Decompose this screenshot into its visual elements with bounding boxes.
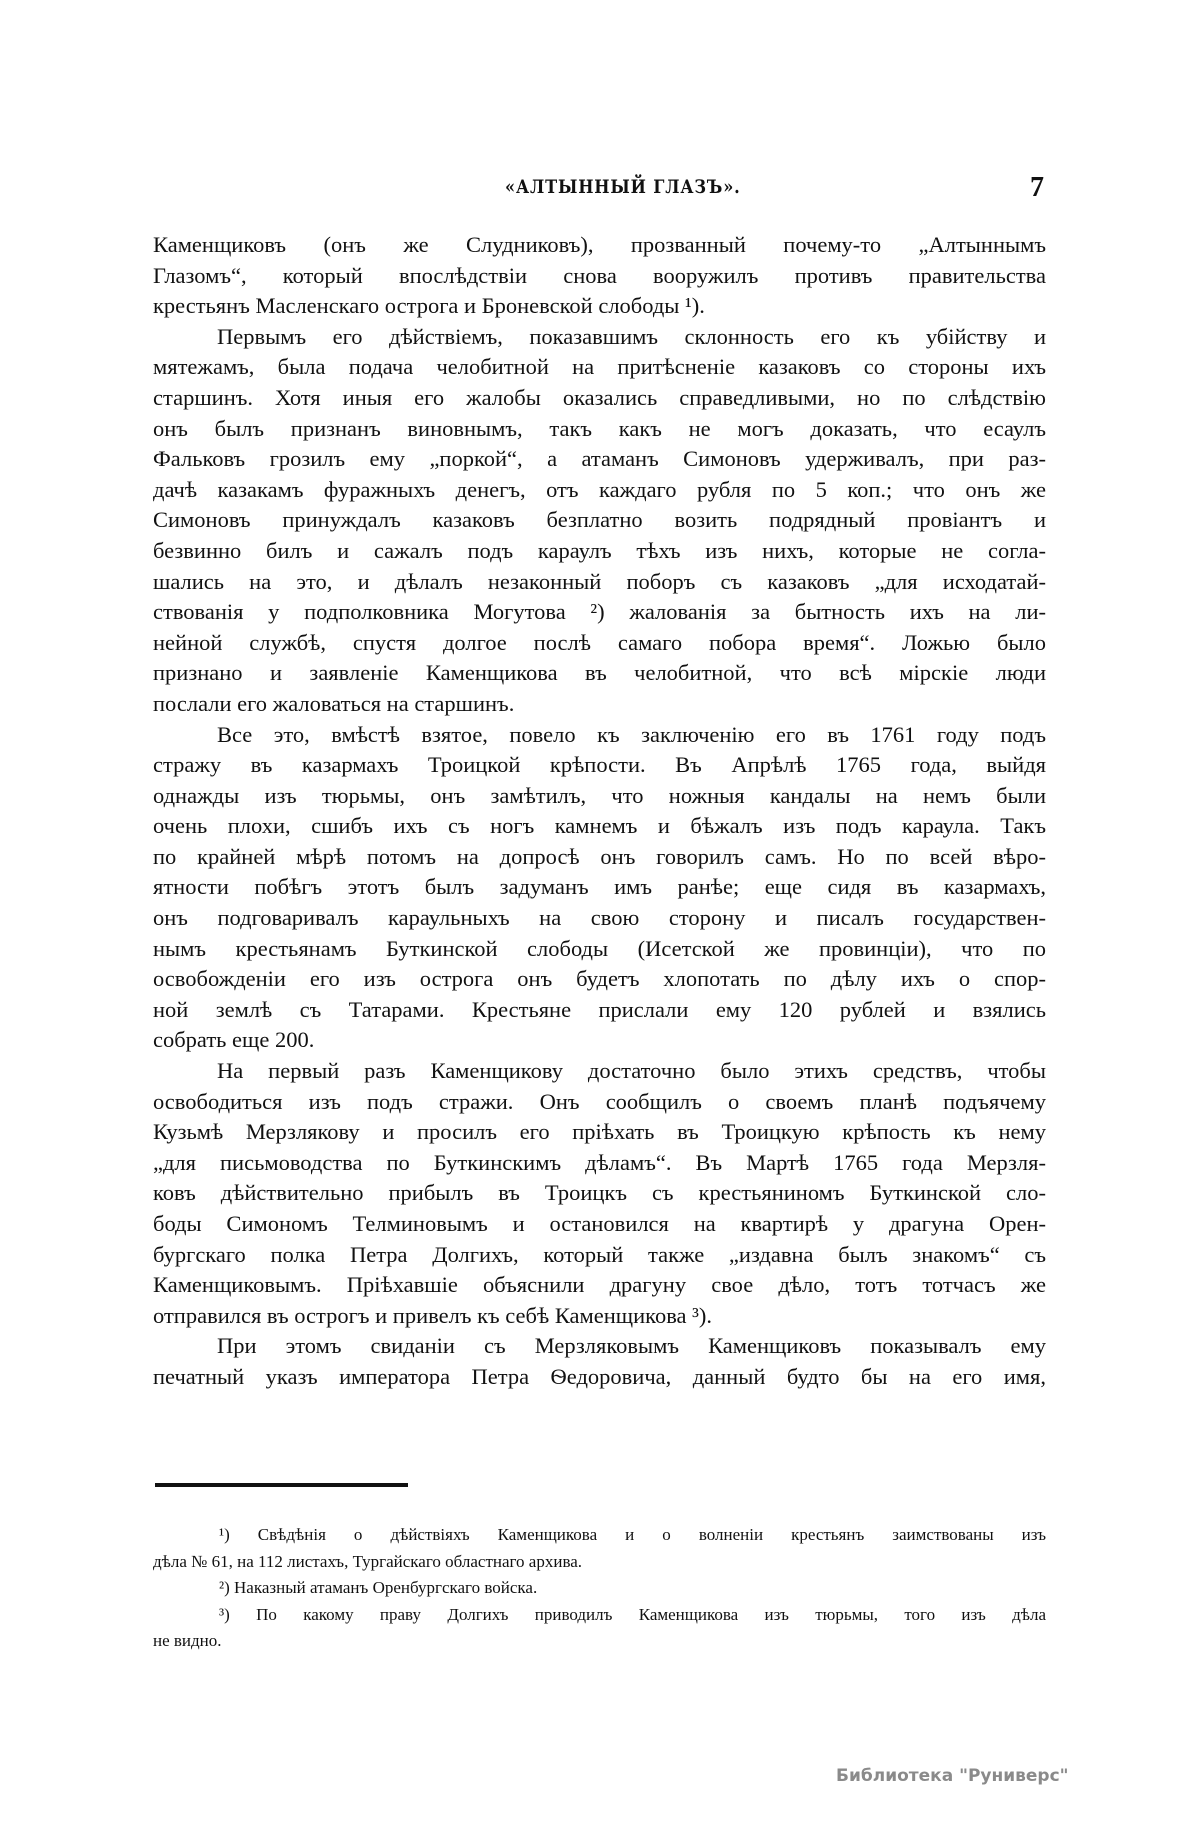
running-header <box>0 172 1200 203</box>
text-line: Каменщиковъ (онъ же Слудниковъ), прозванный почему-то „Алтыннымъ <box>153 232 1046 257</box>
footnote-line: ¹) Свѣдѣнія о дѣйствіяхъ Каменщикова и о волненіи крестьянъ заимствованы изъ <box>219 1525 1046 1544</box>
text-line: ной землѣ съ Татарами. Крестьяне прислали ему 120 рублей и взялись <box>153 996 1046 1022</box>
text-line: На первый разъ Каменщикову достаточно было этихъ средствъ, чтобы <box>217 1058 1046 1084</box>
running-title: «АЛТЫННЫЙ ГЛАЗЪ». <box>505 176 741 198</box>
text-line: онъ подговаривалъ караульныхъ на свою сторону и писалъ государствен- <box>153 905 1046 931</box>
text-line: шались на это, и дѣлалъ незаконный поборъ съ казаковъ „для исходатай- <box>153 568 1046 594</box>
text-line: старшинъ. Хотя иныя его жалобы оказались справедливыми, но по слѣдствію <box>153 384 1046 410</box>
text-line: Кузьмѣ Мерзлякову и просилъ его пріѣхать въ Троицкую крѣпость къ нему <box>153 1119 1046 1145</box>
text-line: боды Симономъ Телминовымъ и остановился на квартирѣ у драгуна Орен- <box>153 1211 1046 1236</box>
library-watermark: Библиотека "Руниверс" <box>836 1766 1069 1786</box>
text-line: дачѣ казакамъ фуражныхъ денегъ, отъ каждаго рубля по 5 коп.; что онъ же <box>153 476 1046 502</box>
footnote-line: ²) Наказный атаманъ Оренбургскаго войска. <box>219 1578 538 1597</box>
footnote-line: ³) По какому праву Долгихъ приводилъ Каменщикова изъ тюрьмы, того изъ дѣла <box>219 1604 1046 1624</box>
footnotes <box>153 1522 1046 1655</box>
text-line: освобожденіи его изъ острога онъ будетъ хлопотать по дѣлу ихъ о спор- <box>153 966 1046 992</box>
text-line: Все это, вмѣстѣ взятое, повело къ заключенію его въ 1761 году подъ <box>217 721 1046 747</box>
text-line: бургскаго полка Петра Долгихъ, который также „издавна былъ знакомъ“ съ <box>153 1241 1046 1267</box>
text-line: собрать еще 200. <box>153 1027 315 1053</box>
text-line: мятежамъ, была подача челобитной на притѣсненіе казаковъ со стороны ихъ <box>153 354 1046 380</box>
text-line: Симоновъ принуждалъ казаковъ безплатно возить подрядный провіантъ и <box>153 507 1046 533</box>
text-line: Каменщиковымъ. Пріѣхавшіе объяснили драгуну свое дѣло, тотъ тотчасъ же <box>153 1272 1046 1298</box>
text-line: ствованія у подполковника Могутова ²) жалованія за бытность ихъ на ли- <box>153 599 1046 625</box>
text-line: Глазомъ“, который впослѣдствіи снова вооружилъ противъ правительства <box>153 262 1046 288</box>
text-line: послали его жаловаться на старшинъ. <box>153 690 515 716</box>
text-line: нейной службѣ, спустя долгое послѣ самаго побора время“. Ложью было <box>153 629 1046 655</box>
text-line: Фальковъ грозилъ ему „поркой“, а атаманъ Симоновъ удерживалъ, при раз- <box>153 446 1046 472</box>
text-line: ятности побѣгъ этотъ былъ задуманъ имъ ранѣе; еще сидя въ казармахъ, <box>153 874 1046 900</box>
footnote-rule <box>155 1483 408 1487</box>
footnote-line: дѣла № 61, на 112 листахъ, Тургайскаго областнаго архива. <box>153 1551 583 1571</box>
text-line: онъ былъ признанъ виновнымъ, такъ какъ не могъ доказать, что есаулъ <box>153 415 1046 441</box>
text-line: „для письмоводства по Буткинскимъ дѣламъ“. Въ Мартѣ 1765 года Мерзля- <box>153 1149 1046 1175</box>
text-line: ковъ дѣйствительно прибылъ въ Троицкъ съ крестьяниномъ Буткинской сло- <box>153 1180 1046 1206</box>
text-line: безвинно билъ и сажалъ подъ караулъ тѣхъ изъ нихъ, которые не согла- <box>153 537 1046 563</box>
text-line: крестьянъ Масленскаго острога и Броневской слободы ¹). <box>153 293 705 319</box>
text-line: печатный указъ императора Петра Ѳедоровича, данный будто бы на его имя, <box>153 1363 1046 1389</box>
page-number: 7 <box>1030 172 1044 203</box>
text-line: освободиться изъ подъ стражи. Онъ сообщилъ о своемъ планѣ подъячему <box>153 1088 1046 1114</box>
footnote-line: не видно. <box>153 1631 222 1650</box>
text-line: признано и заявленіе Каменщикова въ челобитной, что всѣ мірскіе люди <box>153 660 1046 686</box>
body-text <box>153 230 1046 1393</box>
text-line: однажды изъ тюрьмы, онъ замѣтилъ, что ножныя кандалы на немъ были <box>153 782 1046 808</box>
text-line: очень плохи, сшибъ ихъ съ ногъ камнемъ и бѣжалъ изъ подъ караула. Такъ <box>153 813 1046 839</box>
text-line: стражу въ казармахъ Троицкой крѣпости. Въ Апрѣлѣ 1765 года, выйдя <box>153 752 1046 778</box>
text-line: При этомъ свиданіи съ Мерзляковымъ Каменщиковъ показывалъ ему <box>217 1333 1046 1359</box>
text-line: отправился въ острогъ и привелъ къ себѣ Каменщикова ³). <box>153 1302 712 1328</box>
text-line: нымъ крестьянамъ Буткинской слободы (Исетской же провинціи), что по <box>153 935 1046 961</box>
text-line: по крайней мѣрѣ потомъ на допросѣ онъ говорилъ самъ. Но по всей вѣро- <box>153 843 1046 869</box>
text-line: Первымъ его дѣйствіемъ, показавшимъ склонность его къ убійству и <box>217 323 1046 349</box>
